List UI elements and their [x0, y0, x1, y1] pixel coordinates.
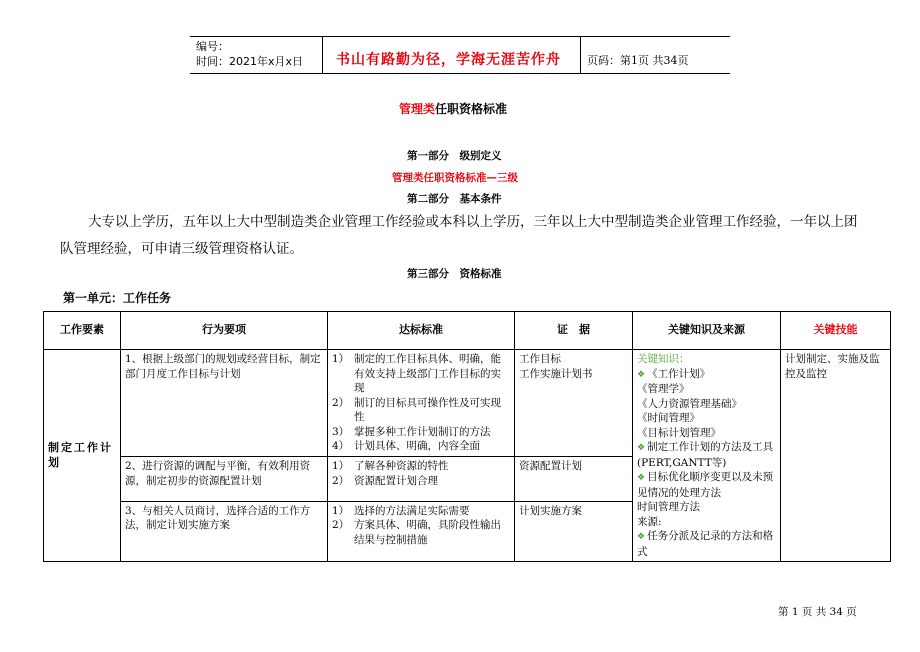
knowledge-item: 时间管理方法: [637, 501, 700, 513]
diamond-bullet-icon: ❖: [637, 369, 646, 380]
header-motto: 书山有路勤为径，学海无涯苦作舟: [336, 52, 561, 68]
skills-cell: 计划制定、实施及监控及监控: [781, 350, 891, 562]
knowledge-heading: 关键知识：: [637, 353, 690, 365]
knowledge-source-label: 来源:: [637, 515, 662, 528]
diamond-bullet-icon: ❖: [637, 473, 646, 483]
knowledge-book: ❖ 《工作计划》: [637, 367, 711, 380]
behavior-cell: 2、进行资源的调配与平衡，有效利用资源，制定初步的资源配置计划: [121, 457, 328, 501]
work-element-cell: 制定工作计划: [44, 350, 121, 562]
knowledge-book: 《管理学》: [637, 383, 690, 395]
evidence-cell: [515, 457, 633, 501]
section-heading-1: 第一部分 级别定义: [407, 150, 502, 162]
knowledge-item: ❖ 任务分派及记录的方法和格式: [637, 530, 774, 558]
knowledge-book: 《人力资源管理基础》: [637, 397, 742, 410]
standard-item: 4） 计划具体、明确，内容全面: [332, 440, 480, 452]
evidence-cell: [515, 350, 633, 457]
evidence-item: 工作目标: [519, 353, 561, 365]
standard-item: 2） 制订的目标具可操作性及可实现性: [332, 396, 501, 423]
col-header-behavior: 行为要项: [121, 312, 328, 350]
basic-conditions-paragraph: 大专以上学历，五年以上大中型制造类企业管理工作经验或本科以上学历，三年以上大中型制造类企业管理工作经验，一年以上团队管理经验，可申请三级管理资格认证。: [60, 214, 858, 257]
diamond-bullet-icon: ❖: [637, 532, 646, 542]
col-header-work-element: 工作要素: [44, 312, 121, 350]
header-page-label: 页码：第1页 共34页: [587, 54, 689, 67]
standard-cell: [328, 350, 515, 457]
doc-title: [399, 100, 507, 117]
level-heading: 管理类任职资格标准—三级: [392, 172, 518, 184]
header-top-rule: [190, 36, 730, 37]
standard-cell: [328, 501, 515, 561]
diamond-bullet-icon: ❖: [637, 443, 646, 453]
col-header-knowledge: 关键知识及来源: [633, 312, 781, 350]
standard-item: 1） 了解各种资源的特性: [332, 460, 449, 473]
behavior-cell: 3、与相关人员商讨，选择合适的工作方法，制定计划实施方案: [121, 501, 328, 561]
standard-item: 1） 选择的方法满足实际需要: [332, 504, 470, 517]
knowledge-book: 《目标计划管理》: [637, 426, 721, 439]
header-time-label: 时间：2021年x月x日: [196, 55, 304, 68]
standard-item: 1） 制定的工作目标具体、明确，能有效支持上级部门工作目标的实现: [332, 353, 501, 394]
unit-title: 第一单元：工作任务: [63, 291, 172, 305]
doc-title-prefix: 管理类: [399, 102, 436, 116]
header-bottom-rule: [190, 73, 730, 74]
standard-cell: [328, 457, 515, 501]
header-divider-right: [580, 36, 581, 73]
standard-item: 2） 方案具体、明确，具阶段性输出结果与控制措施: [332, 519, 501, 546]
knowledge-item: ❖ 目标优化顺序变更以及未预见情况的处理方法: [637, 471, 774, 499]
evidence-item: 计划实施方案: [519, 504, 582, 517]
table-row: [44, 350, 891, 457]
evidence-item: 资源配置计划: [519, 460, 582, 473]
table-header-row: [44, 312, 891, 350]
page-footer: 第 1 页 共 34 页: [778, 606, 857, 618]
col-header-skills: 关键技能: [781, 312, 891, 350]
standards-table: [43, 311, 891, 562]
section-heading-2: 第二部分 基本条件: [407, 193, 502, 205]
behavior-cell: 1、根据上级部门的规划或经营目标，制定部门月度工作目标与计划: [121, 350, 328, 457]
evidence-item: 工作实施计划书: [519, 367, 593, 380]
header-number-label: 编号：: [196, 40, 229, 53]
knowledge-book: 《时间管理》: [637, 412, 700, 424]
knowledge-item: ❖ 制定工作计划的方法及工具(PERT,GANTT等): [637, 441, 774, 469]
header-divider-left: [322, 36, 323, 73]
knowledge-cell: [633, 350, 781, 562]
doc-title-suffix: 任职资格标准: [435, 102, 508, 116]
col-header-evidence: 证 据: [515, 312, 633, 350]
standard-item: 3） 掌握多种工作计划制订的方法: [332, 425, 491, 438]
section-heading-3: 第三部分 资格标准: [407, 268, 502, 280]
evidence-cell: [515, 501, 633, 561]
col-header-standard: 达标标准: [328, 312, 515, 350]
standard-item: 2） 资源配置计划合理: [332, 474, 438, 487]
